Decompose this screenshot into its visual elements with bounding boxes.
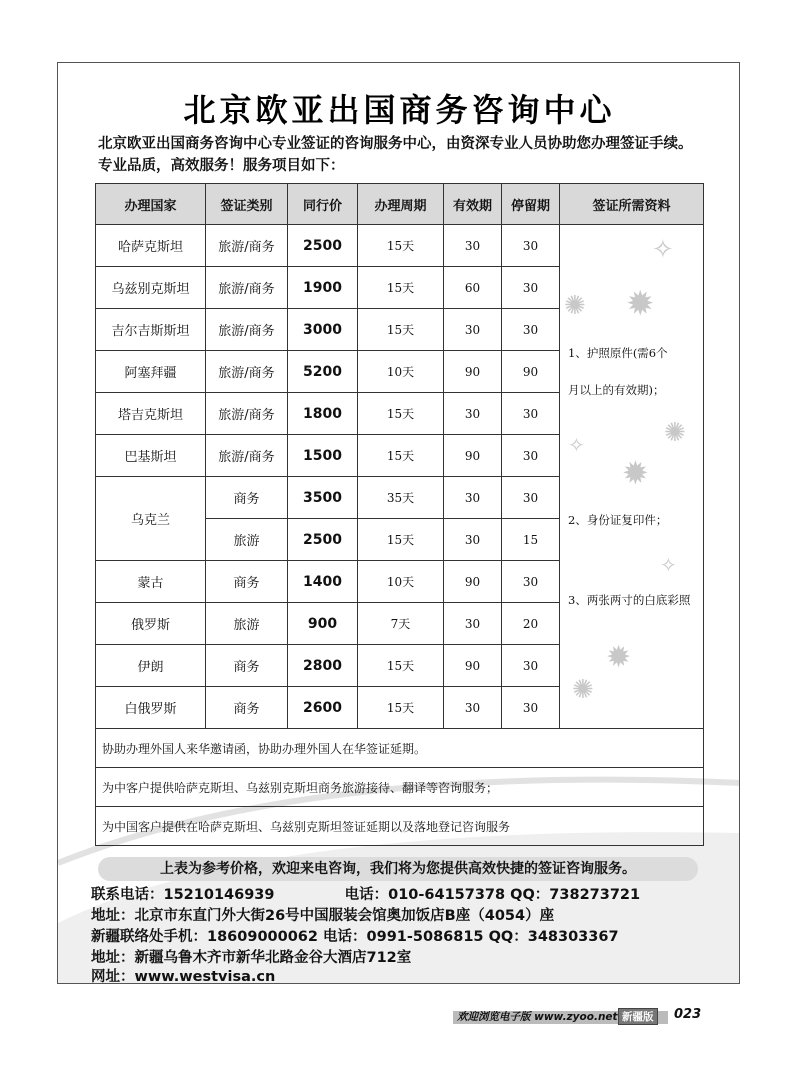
stay-cell: 30 [502,477,560,519]
header-country: 办理国家 [96,184,206,225]
price-cell: 1500 [288,435,358,477]
period-cell: 15天 [358,645,444,687]
validity-cell: 30 [444,393,502,435]
period-cell: 7天 [358,603,444,645]
validity-cell: 30 [444,225,502,267]
stay-cell: 30 [502,687,560,729]
star-decoration-icon: ✧ [568,433,585,457]
contact-xinjiang-office: 新疆联络处手机：18609000062 电话：0991-5086815 QQ：348303367 [91,929,619,945]
validity-cell: 90 [444,645,502,687]
validity-cell: 30 [444,309,502,351]
visa-type-cell: 旅游/商务 [206,225,288,267]
price-cell: 3000 [288,309,358,351]
visa-type-cell: 商务 [206,561,288,603]
visa-type-cell: 旅游/商务 [206,435,288,477]
country-cell: 乌克兰 [96,477,206,561]
star-decoration-icon: ✺ [572,675,594,705]
period-cell: 15天 [358,519,444,561]
star-decoration-icon: ✹ [622,454,649,492]
header-documents: 签证所需资料 [560,184,704,225]
stay-cell: 15 [502,519,560,561]
country-cell: 伊朗 [96,645,206,687]
country-cell: 俄罗斯 [96,603,206,645]
doc-passport-line-2: 月以上的有效期)； [568,383,665,397]
doc-id-copy: 2、身份证复印件； [568,513,668,527]
documents-cell [560,225,704,729]
reference-price-banner: 上表为参考价格，欢迎来电咨询，我们将为您提供高效快捷的签证咨询服务。 [98,857,698,881]
visa-type-cell: 商务 [206,687,288,729]
star-decoration-icon: ✧ [652,235,674,265]
validity-cell: 30 [444,477,502,519]
note-row [96,729,704,768]
stay-cell: 30 [502,267,560,309]
contact-mobile: 联系电话：15210146939 [91,887,275,903]
contact-phone-qq: 电话：010-64157378 QQ：738273721 [344,887,641,903]
price-cell: 2500 [288,225,358,267]
visa-type-cell: 商务 [206,477,288,519]
country-cell: 白俄罗斯 [96,687,206,729]
price-cell: 1900 [288,267,358,309]
note-row [96,768,704,807]
validity-cell: 60 [444,267,502,309]
stay-cell: 30 [502,393,560,435]
star-decoration-icon: ✹ [606,640,632,675]
period-cell: 15天 [358,435,444,477]
visa-type-cell: 旅游/商务 [206,267,288,309]
footer-edition-tag: 新疆版 [618,1008,658,1025]
footer-site-label[interactable]: 欢迎浏览电子版 www.zyoo.net [457,1011,618,1023]
table-row [96,225,704,267]
stay-cell: 20 [502,603,560,645]
validity-cell: 90 [444,351,502,393]
price-cell: 3500 [288,477,358,519]
country-cell: 阿塞拜疆 [96,351,206,393]
doc-photos: 3、两张两寸的白底彩照 [568,593,691,607]
stay-cell: 30 [502,645,560,687]
intro-line-1: 北京欧亚出国商务咨询中心专业签证的咨询服务中心，由资深专业人员协助您办理签证手续。 [98,136,693,152]
page-frame [57,62,740,984]
visa-price-table [95,183,704,846]
period-cell: 15天 [358,393,444,435]
price-cell: 5200 [288,351,358,393]
header-visa-type: 签证类别 [206,184,288,225]
price-cell: 2500 [288,519,358,561]
page-footer [453,1005,701,1027]
visa-type-cell: 旅游 [206,603,288,645]
country-cell: 吉尔吉斯斯坦 [96,309,206,351]
page-title: 北京欧亚出国商务咨询中心 [183,91,616,129]
contact-address-beijing: 地址：北京市东直门外大街26号中国服装会馆奥加饭店B座（4054）座 [91,908,555,924]
visa-type-cell: 旅游/商务 [206,309,288,351]
table-header-row [96,184,704,225]
country-cell: 塔吉克斯坦 [96,393,206,435]
header-period: 办理周期 [358,184,444,225]
period-cell: 15天 [358,687,444,729]
header-validity: 有效期 [444,184,502,225]
contact-address-xinjiang: 地址：新疆乌鲁木齐市新华北路金谷大酒店712室 [91,950,412,966]
note-reception: 为中客户提供哈萨克斯坦、乌兹别克斯坦商务旅游接待、翻译等咨询服务； [96,768,704,807]
contact-line-phone [91,883,640,904]
price-cell: 2600 [288,687,358,729]
period-cell: 10天 [358,561,444,603]
country-cell: 哈萨克斯坦 [96,225,206,267]
stay-cell: 90 [502,351,560,393]
header-stay: 停留期 [502,184,560,225]
visa-type-cell: 旅游/商务 [206,393,288,435]
note-row [96,807,704,846]
visa-type-cell: 商务 [206,645,288,687]
star-decoration-icon: ✺ [664,418,686,448]
stay-cell: 30 [502,435,560,477]
price-cell: 1400 [288,561,358,603]
period-cell: 10天 [358,351,444,393]
stay-cell: 30 [502,309,560,351]
visa-type-cell: 旅游/商务 [206,351,288,393]
price-cell: 1800 [288,393,358,435]
country-cell: 蒙古 [96,561,206,603]
validity-cell: 30 [444,519,502,561]
note-extension: 为中国客户提供在哈萨克斯坦、乌兹别克斯坦签证延期以及落地登记咨询服务 [96,807,704,846]
period-cell: 35天 [358,477,444,519]
header-price: 同行价 [288,184,358,225]
intro-line-2: 专业品质，高效服务！服务项目如下： [98,158,345,174]
validity-cell: 90 [444,561,502,603]
stay-cell: 30 [502,561,560,603]
visa-type-cell: 旅游 [206,519,288,561]
price-cell: 900 [288,603,358,645]
period-cell: 15天 [358,225,444,267]
contact-website[interactable]: 网址：www.westvisa.cn [91,969,276,984]
validity-cell: 30 [444,603,502,645]
note-invitation: 协助办理外国人来华邀请函，协助办理外国人在华签证延期。 [96,729,704,768]
period-cell: 15天 [358,309,444,351]
stay-cell: 30 [502,225,560,267]
doc-passport-line-1: 1、护照原件(需6个 [568,346,668,360]
period-cell: 15天 [358,267,444,309]
star-decoration-icon: ✹ [626,284,655,324]
validity-cell: 90 [444,435,502,477]
price-cell: 2800 [288,645,358,687]
country-cell: 乌兹别克斯坦 [96,267,206,309]
validity-cell: 30 [444,687,502,729]
intro-text [98,133,728,177]
star-decoration-icon: ✧ [660,553,677,577]
page-number: 023 [674,1007,702,1022]
star-decoration-icon: ✺ [564,291,586,321]
country-cell: 巴基斯坦 [96,435,206,477]
